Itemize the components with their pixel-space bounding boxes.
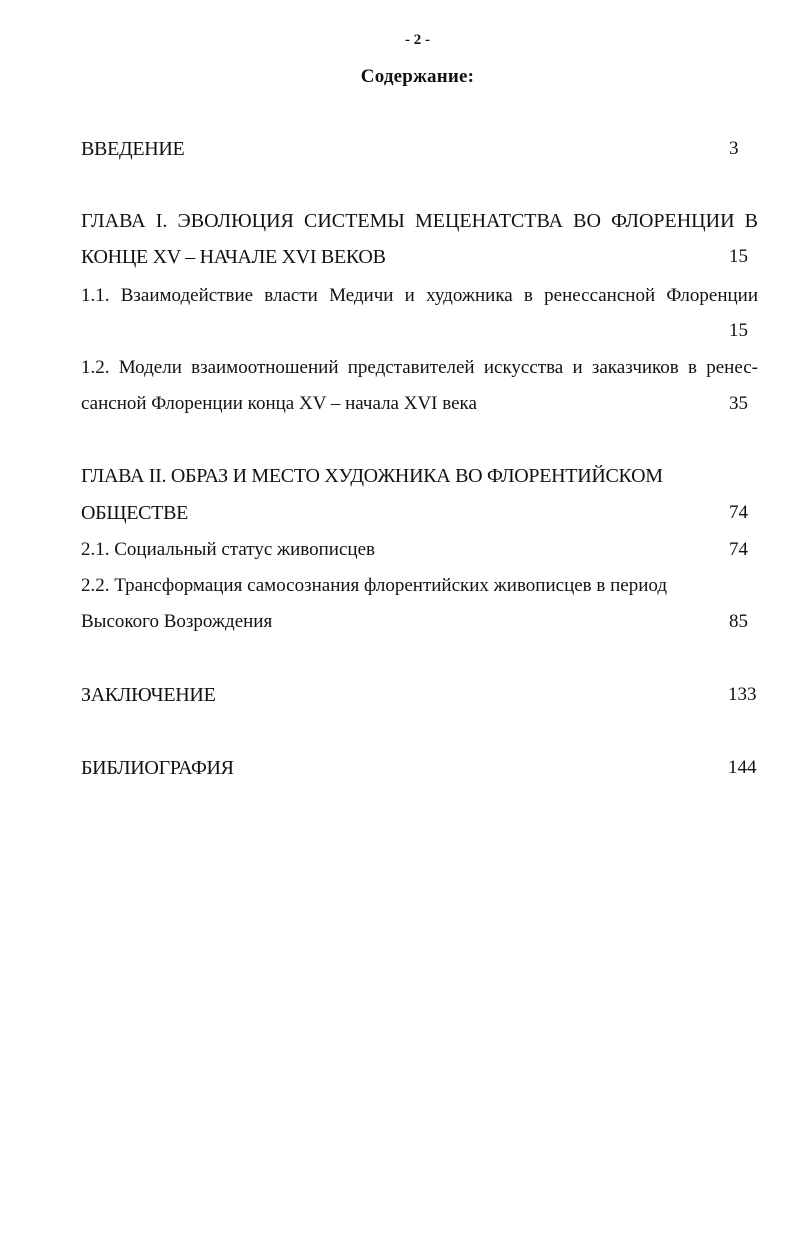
toc-entry-label-line2: ОБЩЕСТВЕ <box>81 502 189 524</box>
toc-entry-page: 15 <box>729 246 748 267</box>
toc-entry-label-line1: 2.2. Трансформация самосознания флорентийских живописцев в период <box>81 575 668 596</box>
toc-entry-label: 2.1. Социальный статус живописцев <box>81 539 375 560</box>
toc-entry-page: 35 <box>729 393 748 414</box>
toc-entry-label: 1.1. Взаимодействие власти Медичи и художника в ренессансной Флоренции <box>81 285 758 306</box>
toc-entry-label-line1: 1.2. Модели взаимоотношений представителей искусства и заказчиков в ренес- <box>81 357 758 378</box>
toc-entry-label-line1: ГЛАВА II. ОБРАЗ И МЕСТО ХУДОЖНИКА ВО ФЛОРЕНТИЙСКОМ <box>81 465 663 487</box>
toc-entry-page: 144 <box>728 757 757 778</box>
toc-entry-page: 85 <box>729 611 748 632</box>
page-title: Содержание: <box>360 66 475 87</box>
page-number: - 2 - <box>405 32 430 48</box>
toc-entry-page: 74 <box>729 502 748 523</box>
toc-entry-label: БИБЛИОГРАФИЯ <box>81 757 234 779</box>
toc-entry-page: 133 <box>728 684 757 705</box>
toc-entry-label-line2: КОНЦЕ XV – НАЧАЛЕ XVI ВЕКОВ <box>81 246 386 268</box>
toc-entry-page: 74 <box>729 539 748 560</box>
toc-entry-label-line2: сансной Флоренции конца XV – начала XVI века <box>81 393 477 414</box>
toc-entry-label-line1: ГЛАВА I. ЭВОЛЮЦИЯ СИСТЕМЫ МЕЦЕНАТСТВА ВО ФЛОРЕНЦИИ В <box>81 210 758 232</box>
toc-entry-label-line2: Высокого Возрождения <box>81 611 273 632</box>
toc-entry-label: ЗАКЛЮЧЕНИЕ <box>81 684 216 706</box>
toc-entry-label: ВВЕДЕНИЕ <box>81 138 185 160</box>
toc-entry-page: 3 <box>729 138 739 159</box>
toc-entry-page: 15 <box>729 320 748 341</box>
